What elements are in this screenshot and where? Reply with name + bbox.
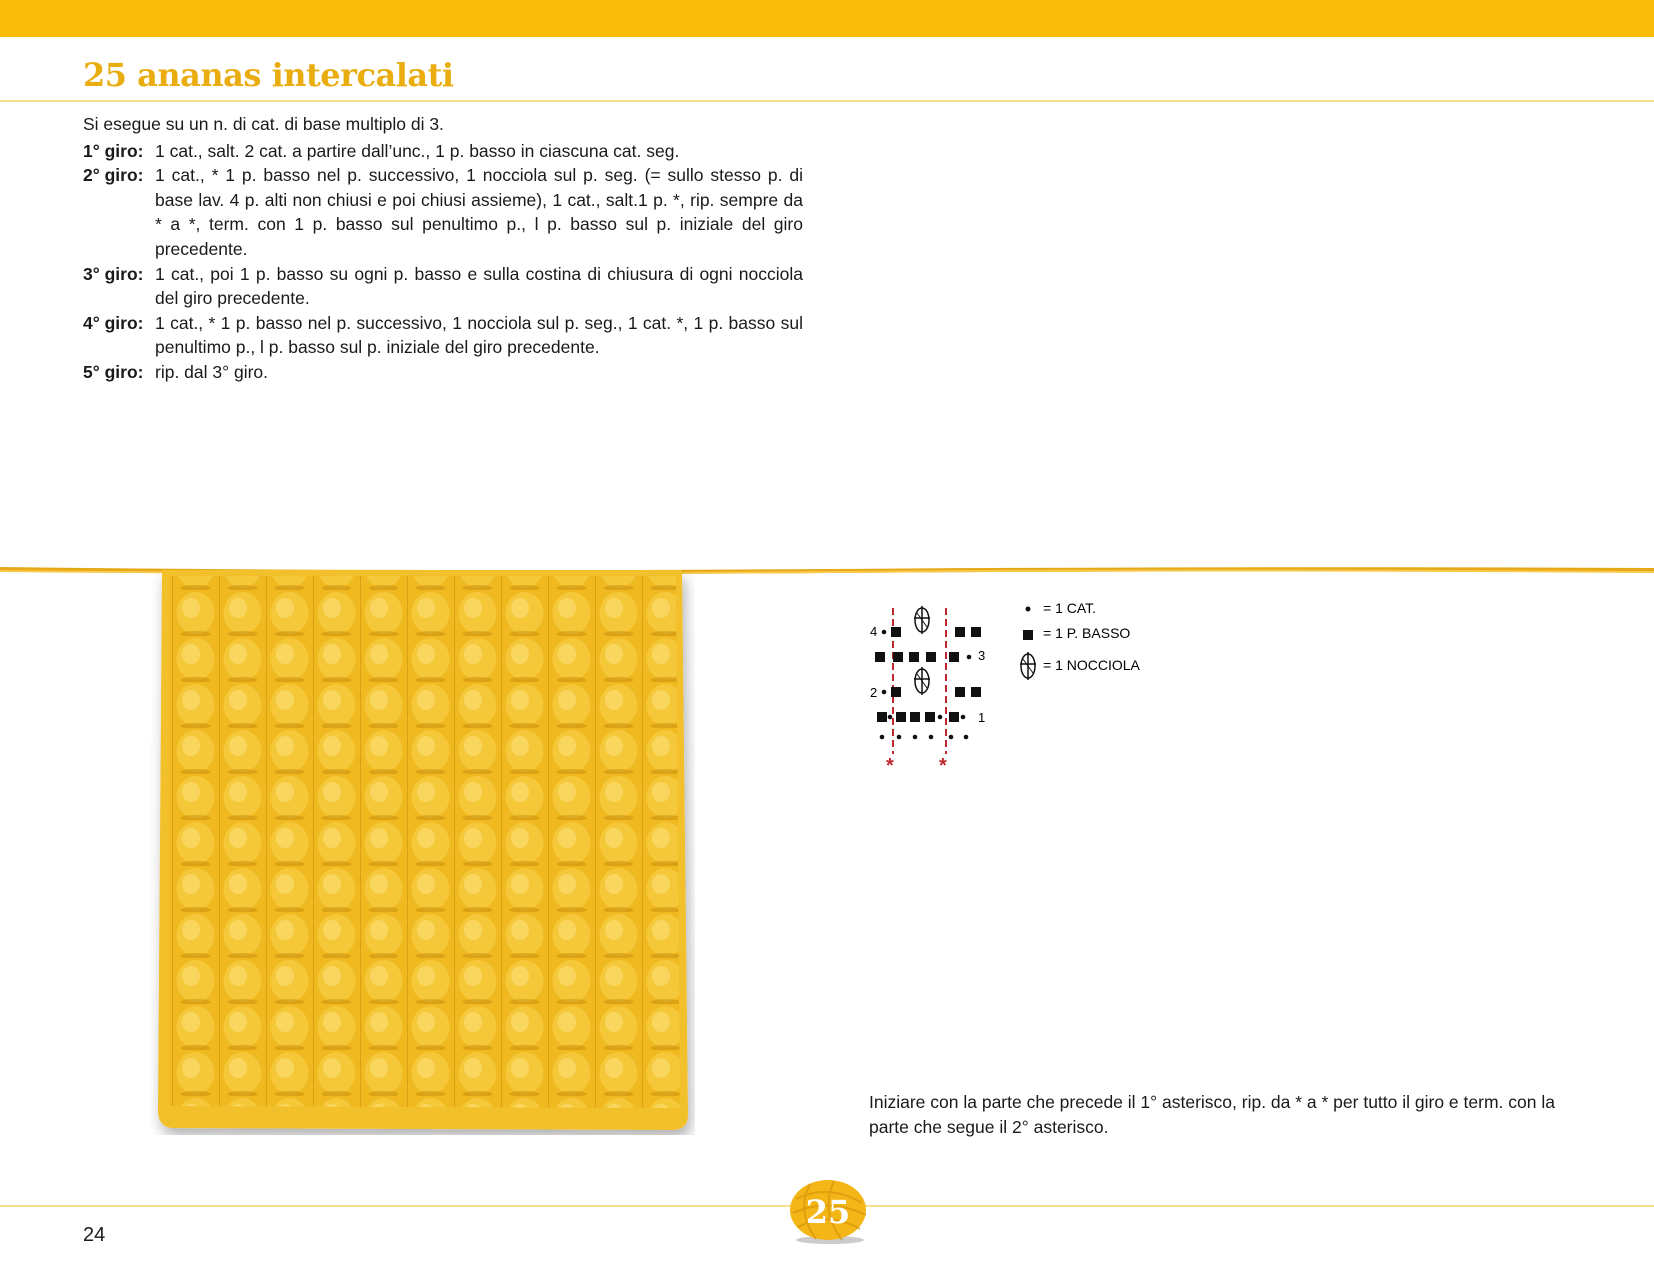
instruction-row-2 — [83, 163, 803, 261]
single-crochet-icon — [1023, 630, 1033, 640]
legend-label-chain: = 1 CAT. — [1043, 600, 1097, 616]
chart-legend — [1020, 600, 1141, 680]
page-number: 24 — [83, 1224, 106, 1246]
row-label: 2° giro: — [83, 165, 144, 186]
instruction-row-5 — [83, 360, 803, 385]
chart-note: Iniziare con la parte che precede il 1° asterisco, rip. da * a * per tutto il giro e term. con la parte che segue il 2° asterisco. — [869, 1092, 1555, 1137]
instruction-row-3 — [83, 262, 803, 311]
chart-row-4 — [882, 627, 981, 637]
row-label: 5° giro: — [83, 361, 144, 382]
chart-row-number: 3 — [978, 648, 986, 663]
legend-label-bobble: = 1 NOCCIOLA — [1043, 657, 1140, 673]
yarn-ball-badge — [786, 1177, 870, 1245]
instruction-row-1 — [83, 139, 803, 164]
chart-asterisk-2: * — [939, 755, 947, 776]
top-yellow-band — [0, 0, 1654, 37]
chart-row-number: 4 — [870, 624, 878, 639]
chart-row-2 — [882, 687, 981, 697]
row-text: 1 cat., salt. 2 cat. a partire dall’unc., 1 p. basso in ciascuna cat. seg. — [155, 140, 680, 161]
bobble-symbol — [914, 667, 930, 695]
chart-asterisk-1: * — [886, 755, 894, 776]
row-text: rip. dal 3° giro. — [155, 361, 269, 382]
crochet-swatch-photo — [150, 570, 695, 1135]
chart-row-3 — [875, 652, 971, 662]
instructions-block — [83, 112, 803, 385]
row-text: 1 cat., * 1 p. basso nel p. successivo, 1 nocciola sul p. seg., 1 cat. *, 1 p. basso sul penultimo p., l p. basso sul p. iniziale del giro precedente. — [155, 312, 803, 358]
crochet-symbol-chart — [860, 596, 1190, 776]
instructions-intro: Si esegue su un n. di cat. di base multiplo di 3. — [83, 114, 444, 134]
row-label: 3° giro: — [83, 263, 144, 284]
legend-label-single-crochet: = 1 P. BASSO — [1043, 625, 1131, 641]
instruction-row-4 — [83, 311, 803, 360]
bobble-icon — [1020, 652, 1036, 680]
bobble-symbol — [914, 606, 930, 634]
chart-row-1 — [877, 712, 968, 739]
row-text: 1 cat., * 1 p. basso nel p. successivo, 1 nocciola sul p. seg. (= sullo stesso p. di base lav. 4 p. alti non chiusi e poi chiusi assieme), 1 cat., salt.1 p. *, rip. sempre da * a *, term. con 1 p. basso sul penultimo p., l p. basso sul p. iniziale del giro precedente. — [155, 165, 803, 259]
title-divider — [0, 100, 1654, 102]
chart-row-number: 1 — [978, 710, 986, 725]
row-text: 1 cat., poi 1 p. basso su ogni p. basso e sulla costina di chiusura di ogni nocciola del giro precedente. — [155, 263, 803, 309]
row-label: 1° giro: — [83, 140, 144, 161]
chart-row-number: 2 — [870, 685, 878, 700]
row-label: 4° giro: — [83, 312, 144, 333]
page-title: 25 ananas intercalati — [83, 56, 454, 94]
chain-dot-icon — [1026, 607, 1031, 612]
badge-number: 25 — [805, 1193, 851, 1231]
